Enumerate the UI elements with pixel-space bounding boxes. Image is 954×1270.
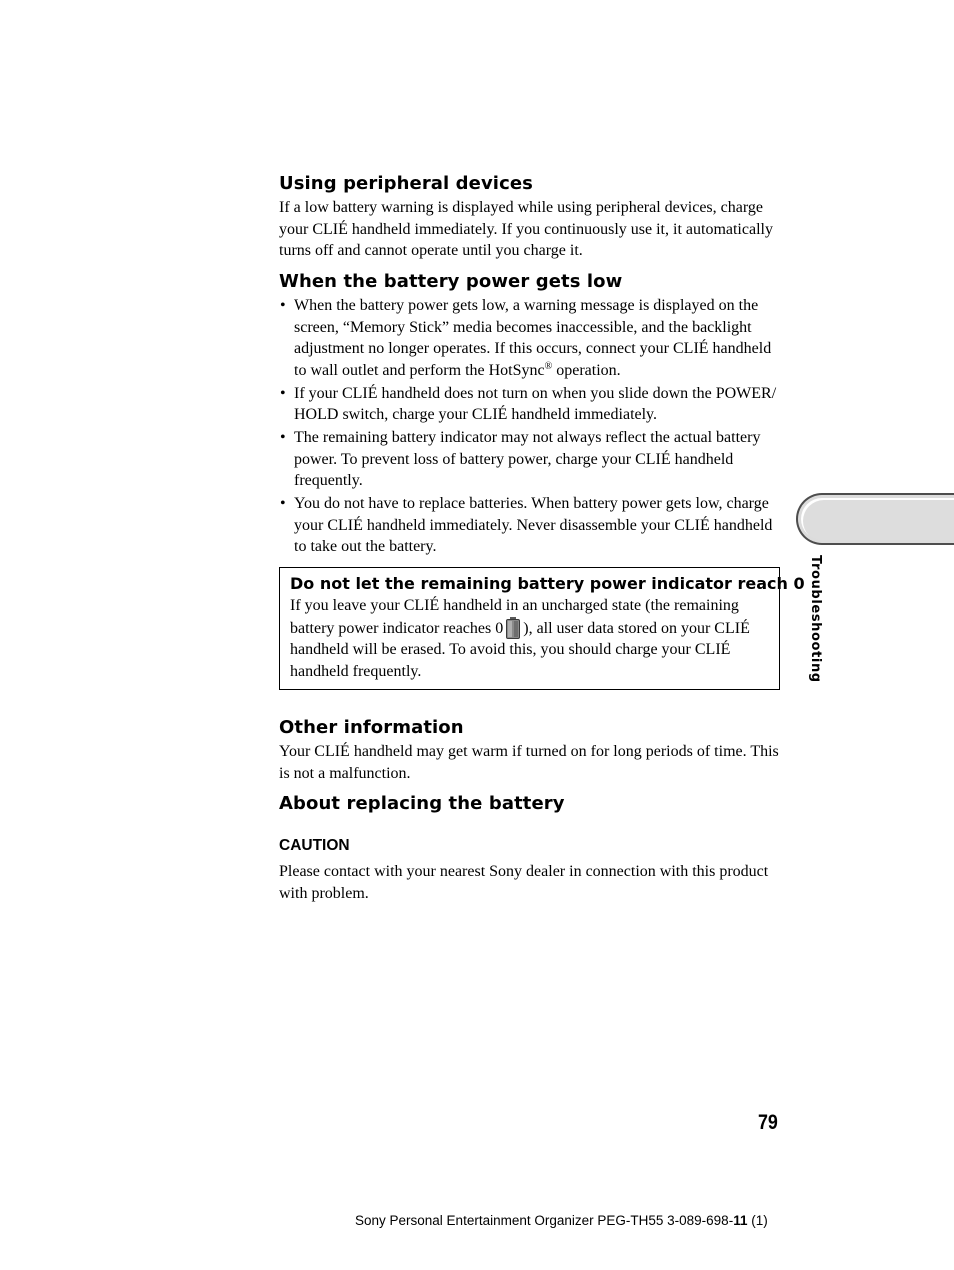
bullet-icon: • [280, 384, 286, 402]
section-other-information [279, 717, 782, 784]
heading-battery-low: When the battery power gets low [279, 271, 623, 292]
side-tab-label: Troubleshooting [808, 555, 823, 683]
list-item [279, 295, 782, 381]
section-replacing-battery [279, 793, 782, 904]
list-item-text: You do not have to replace batteries. When battery power gets low, charge your CLIÉ handheld immediately. Never disassemble your CLIÉ handheld to take out the battery. [294, 495, 773, 555]
paragraph-other-information: Your CLIÉ handheld may get warm if turned on for long periods of time. This is not a malfunction. [279, 743, 779, 782]
battery-low-list [279, 295, 782, 558]
note-box [279, 567, 805, 690]
footer-bold: 11 [733, 1213, 748, 1228]
note-title: Do not let the remaining battery power indicator reach 0 [290, 574, 805, 593]
heading-other-information: Other information [279, 717, 464, 738]
paragraph-peripheral-devices: If a low battery warning is displayed while using peripheral devices, charge your CLIÉ handheld immediately. If you continuously use it, it automatically turns off and cannot operate until you charge it. [279, 199, 773, 259]
caution-label: CAUTION [279, 837, 350, 854]
note-text-start: If you leave your CLIÉ handheld in an uncharged state (the remaining battery power indicator reaches 0 [290, 597, 739, 637]
list-item [279, 383, 782, 426]
section-peripheral [279, 173, 782, 262]
list-item-text: The remaining battery indicator may not always reflect the actual battery power. To prevent loss of battery power, charge your CLIÉ handheld frequently. [294, 429, 761, 489]
note-text-end: ), all user data stored on your CLIÉ handheld will be erased. To avoid this, you should charge your CLIÉ handheld frequently. [290, 619, 750, 680]
heading-peripheral-devices: Using peripheral devices [279, 173, 533, 194]
registered-mark: ® [544, 360, 553, 372]
empty-battery-icon [506, 617, 520, 639]
list-item-text-end: operation. [552, 361, 621, 379]
section-tab-fill [801, 498, 954, 540]
section-battery-low [279, 271, 782, 559]
bullet-icon: • [280, 429, 286, 446]
list-item-text: If your CLIÉ handheld does not turn on when you slide down the POWER/ HOLD switch, charge your CLIÉ handheld immediately. [294, 384, 777, 423]
bullet-icon: • [280, 297, 286, 314]
footer-suffix: (1) [747, 1213, 768, 1228]
list-item-text: When the battery power gets low, a warning message is displayed on the screen, “Memory Stick” media becomes inaccessible, and the backlight adjustment no longer operates. If this occurs, connect your CLIÉ handheld to wall outlet and perform the HotSync [294, 297, 772, 379]
list-item [279, 493, 782, 558]
heading-replacing-battery: About replacing the battery [279, 793, 565, 814]
note-text [290, 595, 772, 682]
list-item [279, 427, 782, 492]
footer-text: Sony Personal Entertainment Organizer PEG-TH55 3-089-698- [355, 1213, 734, 1228]
paragraph-replacing-battery: Please contact with your nearest Sony dealer in connection with this product with problem. [279, 863, 769, 902]
bullet-icon: • [280, 495, 286, 512]
page-number: 79 [758, 1111, 778, 1134]
footer [355, 1213, 768, 1228]
